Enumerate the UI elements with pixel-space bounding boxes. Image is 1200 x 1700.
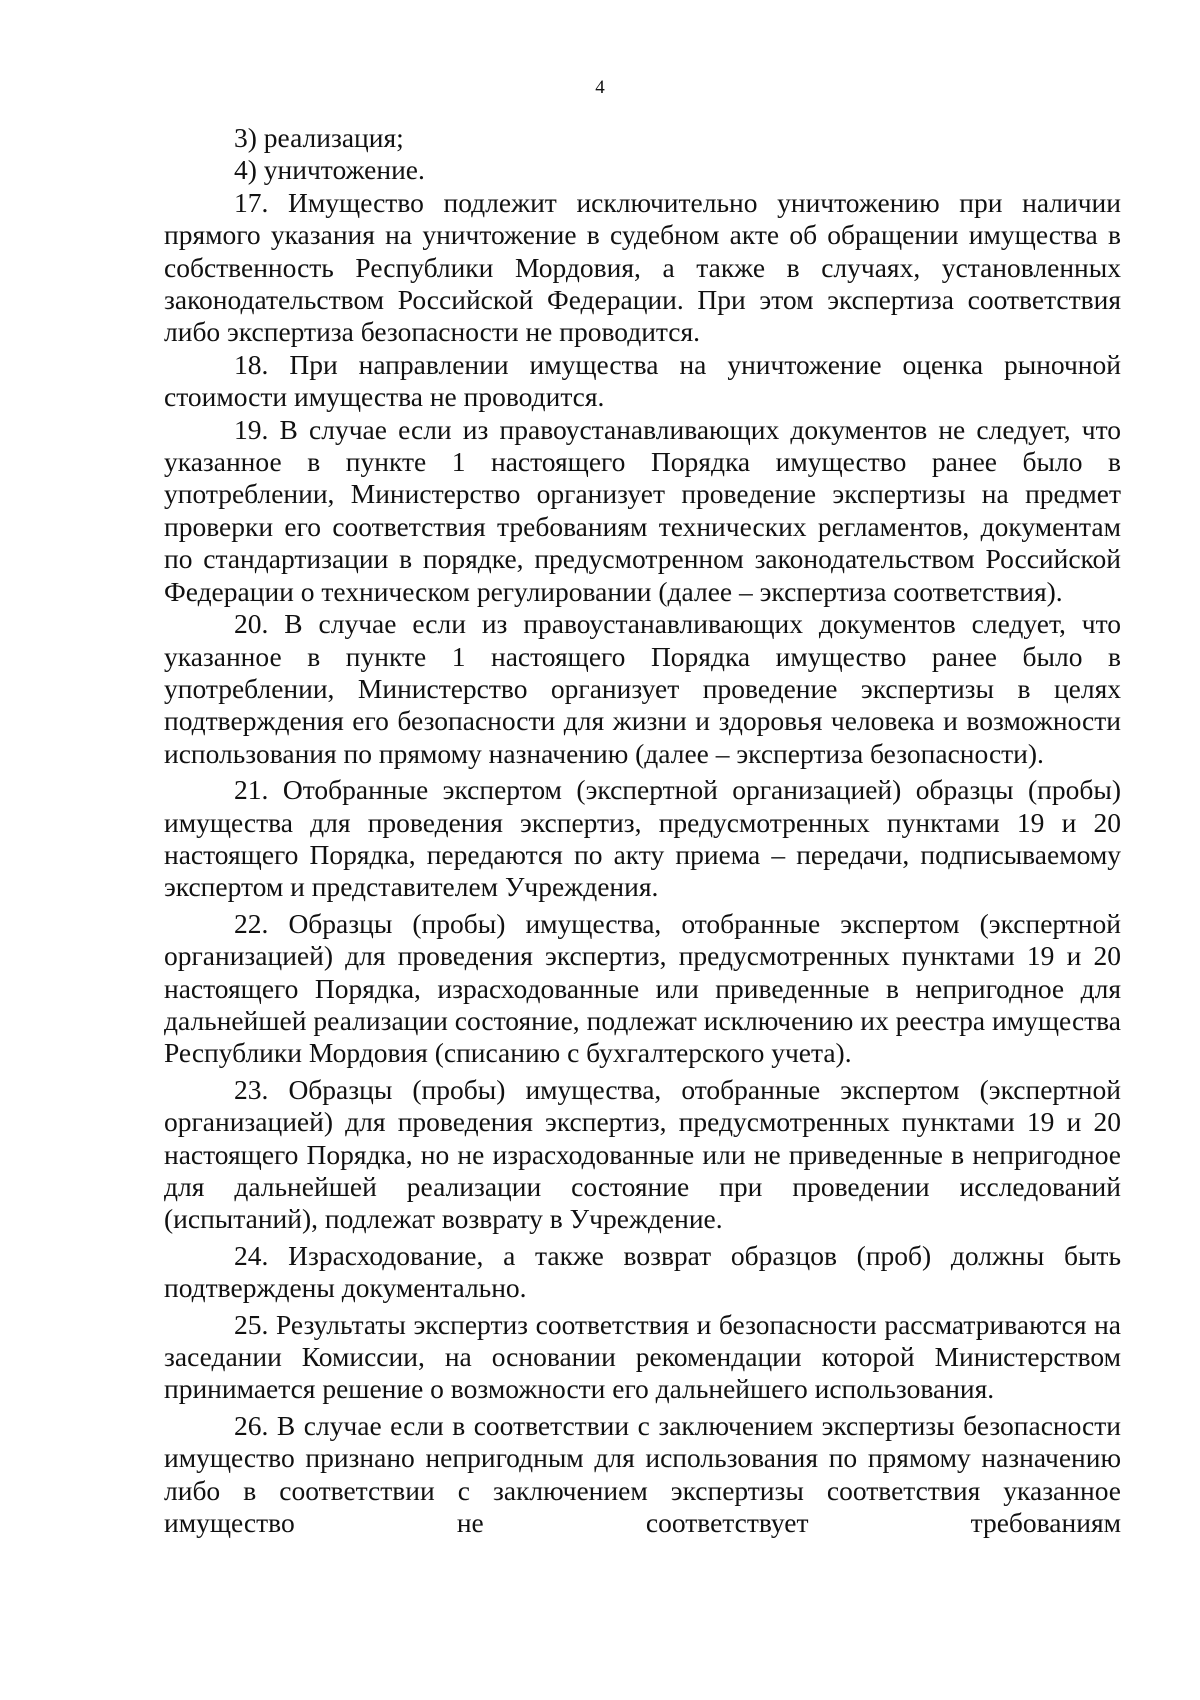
paragraph-24: 24. Израсходование, а также возврат образцов (проб) должны быть подтверждены документально. [164,1239,1121,1304]
paragraph-21: 21. Отобранные экспертом (экспертной организацией) образцы (пробы) имущества для проведения экспертиз, предусмотренных пунктами 19 и 20 настоящего Порядка, передаются по акту приема – передачи, подписываемому экспертом и представителем Учреждения. [164,774,1121,903]
paragraph-17: 17. Имущество подлежит исключительно уничтожению при наличии прямого указания на уничтожение в судебном акте об обращении имущества в собственность Республики Мордовия, а также в случаях, установленных законодательством Российской Федерации. При этом экспертиза соответствия либо экспертиза безопасности не проводится. [164,186,1121,348]
paragraph-18: 18. При направлении имущества на уничтожение оценка рыночной стоимости имущества не проводится. [164,348,1121,413]
paragraph-22: 22. Образцы (пробы) имущества, отобранные экспертом (экспертной организацией) для проведения экспертиз, предусмотренных пунктами 19 и 20 настоящего Порядка, израсходованные или приведенные в непригодное для дальнейшей реализации состояние, подлежат исключению их реестра имущества Республики Мордовия (списанию с бухгалтерского учета). [164,907,1121,1069]
paragraph-list-item-4: 4) уничтожение. [234,154,425,186]
paragraph-19: 19. В случае если из правоустанавливающих документов не следует, что указанное в пункте 1 настоящего Порядка имущество ранее было в употреблении, Министерство организует проведение экспертизы на предмет проверки его соответствия требованиям технических регламентов, документам по стандартизации в порядке, предусмотренном законодательством Российской Федерации о техническом регулировании (далее – экспертиза соответствия). [164,413,1121,607]
paragraph-20: 20. В случае если из правоустанавливающих документов следует, что указанное в пункте 1 настоящего Порядка имущество ранее было в употреблении, Министерство организует проведение экспертизы в целях подтверждения его безопасности для жизни и здоровья человека и возможности использования по прямому назначению (далее – экспертиза безопасности). [164,608,1121,769]
document-body [164,122,1121,1539]
paragraph-25: 25. Результаты экспертиз соответствия и безопасности рассматриваются на заседании Комиссии, на основании рекомендации которой Министерством принимается решение о возможности его дальнейшего использования. [164,1308,1121,1405]
paragraph-list-item-3: 3) реализация; [234,122,404,153]
paragraph-26: 26. В случае если в соответствии с заключением экспертизы безопасности имущество признано непригодным для использования по прямому назначению либо в соответствии с заключением экспертизы соответствия указанное имущество не соответствует требованиям [164,1409,1121,1539]
paragraph-23: 23. Образцы (пробы) имущества, отобранные экспертом (экспертной организацией) для проведения экспертиз, предусмотренных пунктами 19 и 20 настоящего Порядка, но не израсходованные или не приведенные в непригодное для дальнейшей реализации состояние при проведении исследований (испытаний), подлежат возврату в Учреждение. [164,1073,1121,1235]
page-number: 4 [595,77,605,98]
